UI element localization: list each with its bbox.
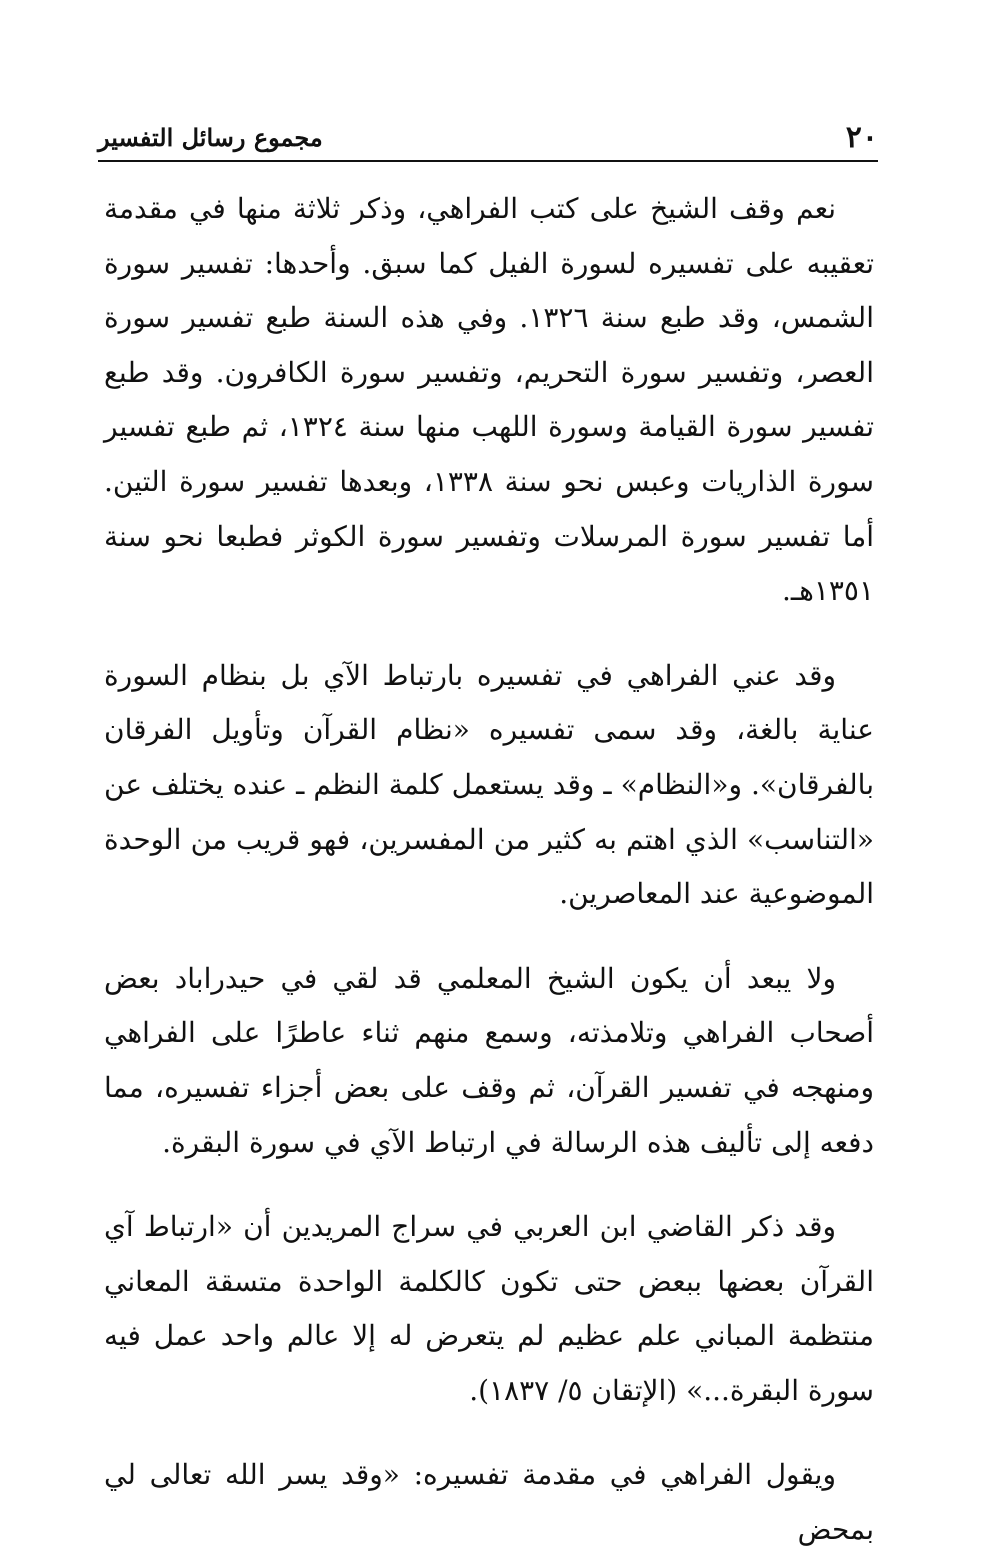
paragraph-4: وقد ذكر القاضي ابن العربي في سراج المريدين أن «ارتباط آي القرآن بعضها ببعض حتى تكون كالكلمة الواحدة متسقة المعاني منتظمة المباني علم عظيم لم يتعرض له إلا عالم واحد عمل فيه سورة البقرة...» (الإتقان ٥/ ١٨٣٧).: [104, 1210, 874, 1407]
body-text: [104, 182, 874, 1558]
running-title: مجموع رسائل التفسير: [98, 123, 323, 152]
paragraph-2: وقد عني الفراهي في تفسيره بارتباط الآي بل بنظام السورة عناية بالغة، وقد سمى تفسيره «نظام القرآن وتأويل الفرقان بالفرقان». و«النظام» ـ وقد يستعمل كلمة النظم ـ عنده يختلف عن «التناسب» الذي اهتم به كثير من المفسرين، فهو قريب من الوحدة الموضوعية عند المعاصرين.: [104, 658, 874, 911]
header-rule: [98, 160, 878, 162]
paragraph-5: ويقول الفراهي في مقدمة تفسيره: «وقد يسر الله تعالى لي بمحض: [104, 1458, 874, 1547]
paragraph-1: نعم وقف الشيخ على كتب الفراهي، وذكر ثلاثة منها في مقدمة تعقيبه على تفسيره لسورة الفيل كما سبق. وأحدها: تفسير سورة الشمس، وقد طبع سنة ١٣٢٦. وفي هذه السنة طبع تفسير سورة العصر، وتفسير سورة التحريم، وتفسير سورة الكافرون. وقد طبع تفسير سورة القيامة وسورة اللهب منها سنة ١٣٢٤، ثم طبع تفسير سورة الذاريات وعبس نحو سنة ١٣٣٨، وبعدها تفسير سورة التين. أما تفسير سورة المرسلات وتفسير سورة الكوثر فطبعا نحو سنة ١٣٥١هـ.: [104, 192, 874, 608]
paragraph-3: ولا يبعد أن يكون الشيخ المعلمي قد لقي في حيدراباد بعض أصحاب الفراهي وتلامذته، وسمع منهم ثناء عاطرًا على الفراهي ومنهجه في تفسير القرآن، ثم وقف على بعض أجزاء تفسيره، مما دفعه إلى تأليف هذه الرسالة في ارتباط الآي في سورة البقرة.: [104, 961, 874, 1159]
page-header: [98, 120, 878, 160]
page-number: ٢٠: [845, 120, 878, 155]
